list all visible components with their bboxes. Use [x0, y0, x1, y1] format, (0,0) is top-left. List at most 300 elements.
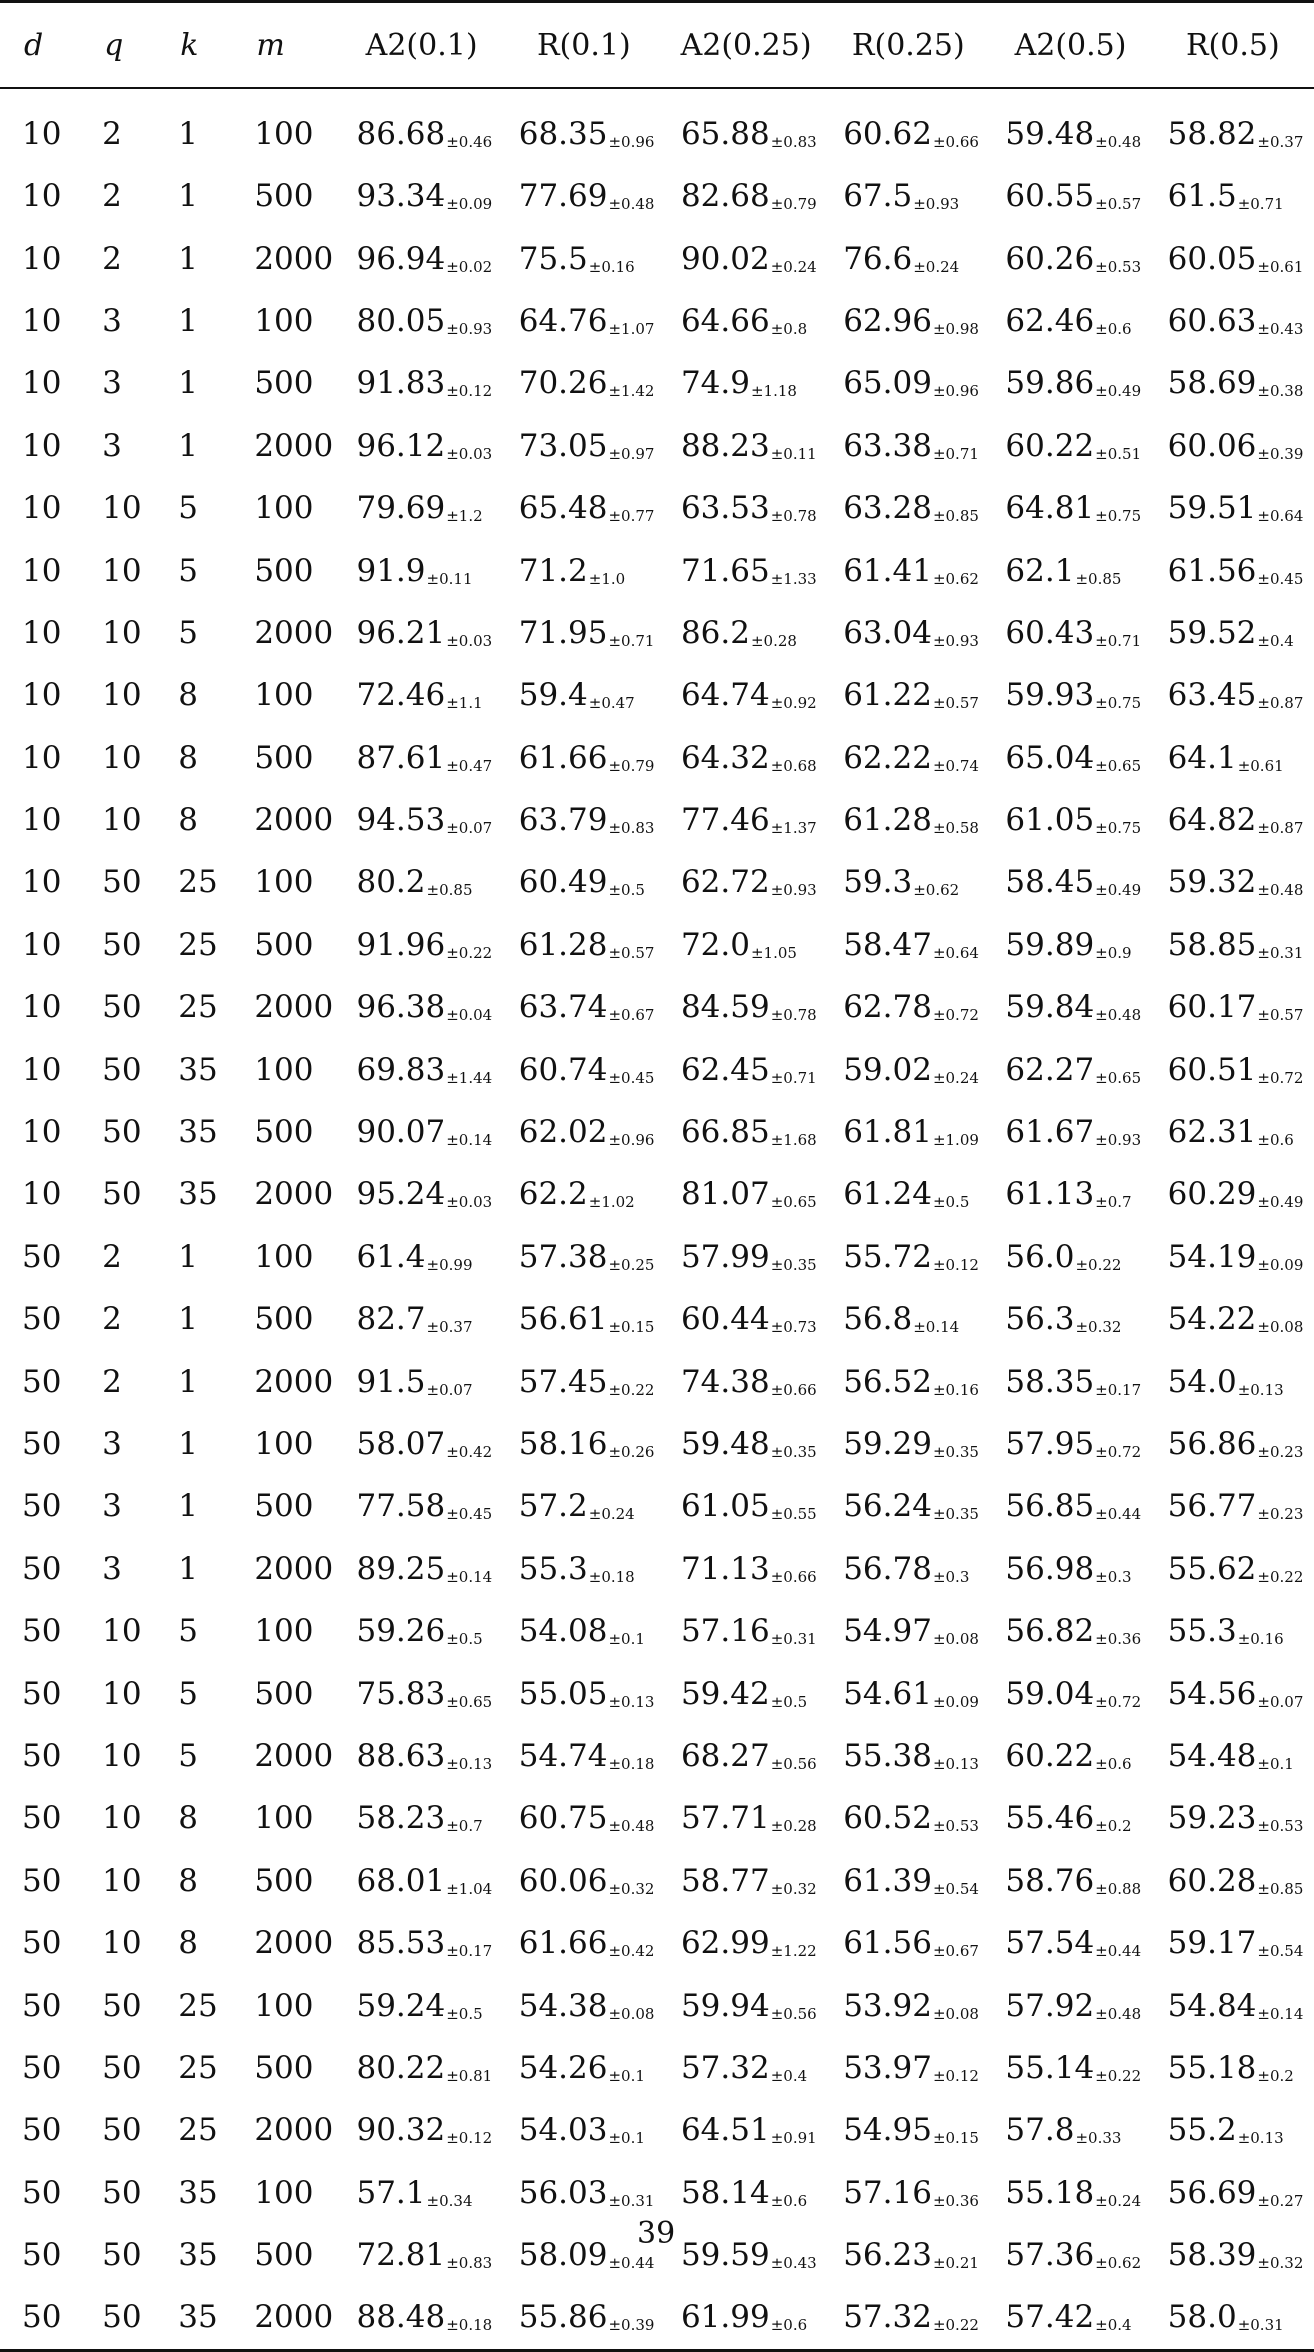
- table-row: [0, 976, 1314, 1038]
- cell-value: [503, 1226, 665, 1288]
- mean-value: 68.35: [518, 116, 608, 152]
- cell-d: 50: [22, 1613, 62, 1650]
- cell-value: [1152, 415, 1314, 477]
- header-r-0-25: R(0.25): [827, 2, 989, 89]
- cell-d: 10: [22, 926, 62, 963]
- cell-value: [1152, 227, 1314, 289]
- cell-value: [827, 1038, 989, 1100]
- mean-value: 59.42: [680, 1675, 770, 1712]
- cell-m: 500: [254, 552, 314, 589]
- cell-value: [1152, 2224, 1314, 2286]
- cell-value: [665, 914, 827, 976]
- cell-d: 10: [22, 989, 62, 1026]
- mean-value: 96.94: [356, 240, 446, 277]
- cell-q: 3: [102, 1550, 122, 1587]
- mean-value: 60.06: [1167, 427, 1257, 464]
- cell-value: [665, 1163, 827, 1225]
- cell-d: 50: [22, 1488, 62, 1525]
- mean-value: 61.28: [843, 802, 932, 839]
- table-row: [0, 2162, 1314, 2224]
- std-value: ±0.53: [1095, 257, 1142, 276]
- std-value: ±0.14: [1257, 2004, 1304, 2023]
- std-value: ±0.8: [770, 319, 808, 338]
- mean-value: 60.22: [1005, 427, 1095, 464]
- cell-value: [503, 1101, 665, 1163]
- table-row: [0, 415, 1314, 477]
- table-row: [0, 1787, 1314, 1849]
- cell-q: 50: [102, 989, 142, 1026]
- mean-value: 93.34: [356, 178, 446, 215]
- cell-value: [665, 1974, 827, 2036]
- cell-value: [989, 1475, 1151, 1537]
- cell-value: [340, 789, 502, 851]
- mean-value: 61.13: [1005, 1176, 1095, 1213]
- std-value: ±0.49: [1095, 881, 1142, 900]
- std-value: ±0.15: [932, 2129, 979, 2148]
- mean-value: 60.52: [843, 1800, 932, 1837]
- cell-value: [989, 1163, 1151, 1225]
- std-value: ±0.25: [608, 1255, 655, 1274]
- mean-value: 57.32: [843, 2299, 932, 2336]
- cell-value: [340, 2286, 502, 2350]
- cell-value: [665, 1038, 827, 1100]
- cell-value: [989, 1850, 1151, 1912]
- std-value: ±0.79: [608, 756, 655, 775]
- mean-value: 95.24: [356, 1176, 446, 1213]
- std-value: ±0.6: [1095, 319, 1132, 338]
- std-value: ±0.62: [1095, 2254, 1142, 2273]
- std-value: ±0.13: [446, 1754, 493, 1773]
- std-value: ±0.22: [1075, 1255, 1122, 1274]
- cell-value: [827, 2037, 989, 2099]
- std-value: ±0.08: [608, 2004, 655, 2023]
- std-value: ±0.98: [932, 319, 979, 338]
- cell-value: [340, 165, 502, 227]
- cell-value: [1152, 2037, 1314, 2099]
- cell-m: 2000: [254, 240, 334, 277]
- std-value: ±0.99: [426, 1255, 473, 1274]
- cell-value: [340, 2224, 502, 2286]
- std-value: ±0.24: [1095, 2191, 1142, 2210]
- std-value: ±0.31: [770, 1630, 817, 1649]
- mean-value: 60.75: [518, 1800, 608, 1837]
- cell-value: [989, 477, 1151, 539]
- std-value: ±1.2: [446, 507, 483, 526]
- mean-value: 54.74: [518, 1737, 608, 1774]
- table-row: [0, 477, 1314, 539]
- std-value: ±0.73: [770, 1318, 817, 1337]
- mean-value: 79.69: [356, 490, 446, 527]
- std-value: ±0.75: [1095, 819, 1142, 838]
- mean-value: 57.32: [680, 2049, 770, 2086]
- cell-value: [503, 1413, 665, 1475]
- table-row: [0, 1662, 1314, 1724]
- std-value: ±0.3: [1095, 1567, 1132, 1586]
- mean-value: 63.53: [680, 490, 770, 527]
- cell-m: 500: [254, 1488, 314, 1525]
- mean-value: 88.48: [356, 2299, 446, 2336]
- table-row: [0, 165, 1314, 227]
- cell-value: [1152, 2286, 1314, 2350]
- cell-value: [989, 2224, 1151, 2286]
- cell-value: [503, 165, 665, 227]
- cell-value: [340, 851, 502, 913]
- cell-value: [827, 1288, 989, 1350]
- mean-value: 71.2: [518, 552, 588, 589]
- std-value: ±0.85: [1257, 1879, 1304, 1898]
- std-value: ±0.13: [608, 1692, 655, 1711]
- std-value: ±0.83: [608, 819, 655, 838]
- mean-value: 90.07: [356, 1114, 446, 1151]
- std-value: ±0.22: [1095, 2066, 1142, 2085]
- cell-q: 3: [102, 1426, 122, 1462]
- cell-value: [665, 227, 827, 289]
- std-value: ±0.13: [1237, 2129, 1284, 2148]
- std-value: ±0.65: [446, 1692, 493, 1711]
- std-value: ±0.11: [426, 569, 473, 588]
- cell-value: [503, 1974, 665, 2036]
- std-value: ±1.04: [446, 1879, 493, 1898]
- mean-value: 61.67: [1005, 1114, 1095, 1151]
- cell-q: 3: [102, 365, 122, 402]
- cell-k: 25: [178, 926, 218, 963]
- cell-d: 10: [22, 1176, 62, 1213]
- mean-value: 58.16: [518, 1426, 608, 1462]
- std-value: ±0.66: [770, 1380, 817, 1399]
- std-value: ±1.05: [750, 943, 797, 962]
- mean-value: 55.38: [843, 1737, 932, 1774]
- mean-value: 91.9: [356, 552, 426, 589]
- cell-value: [503, 727, 665, 789]
- mean-value: 59.48: [680, 1426, 770, 1462]
- table-row: [0, 1538, 1314, 1600]
- std-value: ±0.23: [1257, 1443, 1304, 1461]
- mean-value: 56.61: [518, 1301, 608, 1338]
- mean-value: 77.46: [680, 802, 770, 839]
- mean-value: 62.31: [1167, 1114, 1257, 1151]
- cell-value: [989, 1538, 1151, 1600]
- cell-q: 50: [102, 2174, 142, 2211]
- mean-value: 58.76: [1005, 1862, 1095, 1899]
- std-value: ±0.49: [1095, 382, 1142, 401]
- cell-value: [827, 1787, 989, 1849]
- std-value: ±0.14: [446, 1567, 493, 1586]
- std-value: ±0.12: [446, 2129, 493, 2148]
- std-value: ±0.32: [1075, 1318, 1122, 1337]
- mean-value: 61.56: [843, 1925, 932, 1962]
- cell-value: [1152, 1163, 1314, 1225]
- cell-value: [1152, 1475, 1314, 1537]
- mean-value: 80.05: [356, 302, 446, 339]
- mean-value: 61.41: [843, 552, 932, 589]
- cell-q: 50: [102, 2237, 142, 2274]
- mean-value: 58.47: [843, 926, 932, 963]
- std-value: ±0.96: [608, 133, 655, 151]
- std-value: ±0.6: [1095, 1754, 1132, 1773]
- mean-value: 58.82: [1167, 116, 1257, 152]
- std-value: ±0.79: [770, 195, 817, 214]
- cell-value: [340, 976, 502, 1038]
- mean-value: 55.3: [1167, 1613, 1237, 1650]
- cell-k: 35: [178, 2237, 218, 2274]
- std-value: ±1.09: [932, 1131, 979, 1150]
- cell-value: [989, 1288, 1151, 1350]
- std-value: ±0.72: [1095, 1692, 1142, 1711]
- cell-value: [989, 1350, 1151, 1412]
- cell-m: 100: [254, 1238, 314, 1275]
- mean-value: 77.58: [356, 1488, 446, 1525]
- cell-value: [989, 1912, 1151, 1974]
- mean-value: 62.45: [680, 1051, 770, 1088]
- std-value: ±0.35: [770, 1443, 817, 1461]
- std-value: ±0.04: [446, 1006, 493, 1025]
- cell-value: [503, 227, 665, 289]
- cell-value: [1152, 664, 1314, 726]
- cell-value: [665, 1725, 827, 1787]
- cell-value: [340, 727, 502, 789]
- mean-value: 61.22: [843, 677, 932, 714]
- cell-m: 100: [254, 864, 314, 901]
- mean-value: 61.24: [843, 1176, 932, 1213]
- cell-d: 10: [22, 614, 62, 651]
- cell-d: 50: [22, 1925, 62, 1962]
- cell-value: [989, 2162, 1151, 2224]
- std-value: ±0.24: [913, 257, 960, 276]
- std-value: ±0.35: [932, 1505, 979, 1524]
- std-value: ±0.96: [932, 382, 979, 401]
- mean-value: 71.65: [680, 552, 770, 589]
- cell-q: 2: [102, 178, 122, 215]
- cell-value: [827, 2286, 989, 2350]
- std-value: ±0.83: [446, 2254, 493, 2273]
- mean-value: 57.36: [1005, 2237, 1095, 2274]
- table-row: [0, 227, 1314, 289]
- cell-value: [989, 1413, 1151, 1475]
- cell-d: 10: [22, 178, 62, 215]
- mean-value: 61.99: [680, 2299, 770, 2336]
- std-value: ±0.71: [1095, 631, 1142, 650]
- std-value: ±0.34: [426, 2191, 473, 2210]
- cell-value: [665, 88, 827, 165]
- mean-value: 58.39: [1167, 2237, 1257, 2274]
- std-value: ±1.0: [588, 569, 626, 588]
- cell-q: 10: [102, 739, 142, 776]
- std-value: ±0.43: [770, 2254, 817, 2273]
- mean-value: 54.38: [518, 1987, 608, 2024]
- mean-value: 74.9: [680, 365, 750, 402]
- cell-m: 100: [254, 677, 314, 714]
- mean-value: 59.26: [356, 1613, 446, 1650]
- std-value: ±0.49: [1257, 1193, 1304, 1212]
- cell-d: 10: [22, 1114, 62, 1151]
- mean-value: 59.86: [1005, 365, 1095, 402]
- std-value: ±1.42: [608, 382, 655, 401]
- mean-value: 96.38: [356, 989, 446, 1026]
- mean-value: 53.97: [843, 2049, 932, 2086]
- mean-value: 56.85: [1005, 1488, 1095, 1525]
- std-value: ±0.5: [932, 1193, 970, 1212]
- cell-k: 25: [178, 989, 218, 1026]
- cell-value: [503, 914, 665, 976]
- mean-value: 57.54: [1005, 1925, 1095, 1962]
- cell-q: 10: [102, 802, 142, 839]
- mean-value: 62.96: [843, 302, 932, 339]
- cell-d: 50: [22, 1301, 62, 1338]
- mean-value: 60.49: [518, 864, 608, 901]
- std-value: ±0.44: [1095, 1505, 1142, 1524]
- mean-value: 57.45: [518, 1363, 608, 1400]
- mean-value: 61.5: [1167, 178, 1237, 215]
- cell-value: [989, 1101, 1151, 1163]
- cell-q: 10: [102, 490, 142, 527]
- mean-value: 96.21: [356, 614, 446, 651]
- cell-value: [340, 1850, 502, 1912]
- cell-q: 50: [80, 2286, 156, 2350]
- cell-value: [665, 602, 827, 664]
- cell-d: 10: [22, 427, 62, 464]
- cell-value: [340, 88, 502, 165]
- std-value: ±0.35: [770, 1255, 817, 1274]
- mean-value: 61.05: [680, 1488, 770, 1525]
- cell-k: 1: [178, 116, 198, 152]
- std-value: ±1.07: [608, 319, 655, 338]
- mean-value: 59.24: [356, 1987, 446, 2024]
- cell-value: [827, 415, 989, 477]
- cell-value: [1152, 2099, 1314, 2161]
- std-value: ±0.87: [1257, 819, 1304, 838]
- cell-value: [1152, 851, 1314, 913]
- mean-value: 76.6: [843, 240, 913, 277]
- mean-value: 64.32: [680, 739, 770, 776]
- cell-m: 2000: [254, 614, 334, 651]
- cell-d: 10: [22, 739, 62, 776]
- mean-value: 56.77: [1167, 1488, 1257, 1525]
- cell-d: 10: [22, 864, 62, 901]
- cell-k: 35: [178, 1114, 218, 1151]
- mean-value: 59.4: [518, 677, 588, 714]
- cell-q: 50: [102, 864, 142, 901]
- cell-value: [827, 914, 989, 976]
- cell-d: 50: [22, 2237, 62, 2274]
- std-value: ±0.44: [1095, 1942, 1142, 1961]
- cell-value: [340, 2037, 502, 2099]
- std-value: ±0.53: [932, 1817, 979, 1836]
- cell-value: [503, 1475, 665, 1537]
- cell-value: [340, 1600, 502, 1662]
- mean-value: 77.69: [518, 178, 608, 215]
- table-row: [0, 1725, 1314, 1787]
- cell-k: 25: [178, 2049, 218, 2086]
- table-row: [0, 1912, 1314, 1974]
- cell-m: 100: [254, 1800, 314, 1837]
- cell-k: 1: [178, 1488, 198, 1525]
- cell-value: [989, 602, 1151, 664]
- cell-value: [503, 88, 665, 165]
- std-value: ±0.3: [932, 1567, 970, 1586]
- mean-value: 60.63: [1167, 302, 1257, 339]
- cell-value: [665, 1475, 827, 1537]
- mean-value: 63.38: [843, 427, 932, 464]
- std-value: ±0.18: [446, 2316, 493, 2335]
- cell-value: [503, 976, 665, 1038]
- mean-value: 74.38: [680, 1363, 770, 1400]
- mean-value: 58.45: [1005, 864, 1095, 901]
- table-row: [0, 1038, 1314, 1100]
- table-row: [0, 1413, 1314, 1475]
- cell-m: 500: [254, 2237, 314, 2274]
- cell-q: 2: [102, 1363, 122, 1400]
- cell-q: 3: [102, 1488, 122, 1525]
- cell-m: 2000: [254, 802, 334, 839]
- cell-value: [827, 1600, 989, 1662]
- std-value: ±0.24: [588, 1505, 635, 1524]
- std-value: ±0.75: [1095, 694, 1142, 713]
- cell-value: [1152, 165, 1314, 227]
- mean-value: 58.35: [1005, 1363, 1095, 1400]
- std-value: ±0.48: [608, 1817, 655, 1836]
- cell-value: [989, 914, 1151, 976]
- std-value: ±0.09: [1257, 1255, 1304, 1274]
- mean-value: 88.23: [680, 427, 770, 464]
- std-value: ±0.85: [1075, 569, 1122, 588]
- cell-m: 2000: [254, 1550, 334, 1587]
- mean-value: 63.45: [1167, 677, 1257, 714]
- std-value: ±0.22: [932, 2316, 979, 2335]
- std-value: ±0.14: [913, 1318, 960, 1337]
- table-row: [0, 2037, 1314, 2099]
- mean-value: 56.82: [1005, 1613, 1095, 1650]
- table-body: [0, 88, 1314, 2350]
- cell-q: 2: [102, 240, 122, 277]
- cell-value: [989, 2286, 1151, 2350]
- cell-q: 10: [102, 1737, 142, 1774]
- cell-value: [503, 1288, 665, 1350]
- std-value: ±0.45: [446, 1505, 493, 1524]
- std-value: ±0.6: [770, 2191, 808, 2210]
- cell-m: 500: [254, 365, 314, 402]
- std-value: ±0.4: [770, 2066, 808, 2085]
- mean-value: 59.29: [843, 1426, 932, 1462]
- header-d: d: [0, 2, 80, 89]
- cell-value: [340, 914, 502, 976]
- std-value: ±0.65: [1095, 1068, 1142, 1087]
- std-value: ±0.54: [932, 1879, 979, 1898]
- cell-value: [665, 477, 827, 539]
- mean-value: 58.0: [1167, 2299, 1237, 2336]
- cell-d: 50: [22, 2049, 62, 2086]
- std-value: ±1.68: [770, 1131, 817, 1150]
- mean-value: 62.78: [843, 989, 932, 1026]
- header-k: k: [156, 2, 232, 89]
- std-value: ±0.93: [770, 881, 817, 900]
- std-value: ±0.32: [608, 1879, 655, 1898]
- cell-value: [827, 165, 989, 227]
- mean-value: 63.79: [518, 802, 608, 839]
- cell-value: [665, 2162, 827, 2224]
- std-value: ±0.78: [770, 507, 817, 526]
- mean-value: 61.56: [1167, 552, 1257, 589]
- mean-value: 60.26: [1005, 240, 1095, 277]
- std-value: ±1.22: [770, 1942, 817, 1961]
- std-value: ±0.12: [932, 1255, 979, 1274]
- mean-value: 55.18: [1167, 2049, 1257, 2086]
- cell-d: 10: [22, 1051, 62, 1088]
- mean-value: 70.26: [518, 365, 608, 402]
- cell-k: 1: [178, 240, 198, 277]
- cell-value: [503, 1538, 665, 1600]
- cell-value: [340, 290, 502, 352]
- cell-q: 10: [102, 552, 142, 589]
